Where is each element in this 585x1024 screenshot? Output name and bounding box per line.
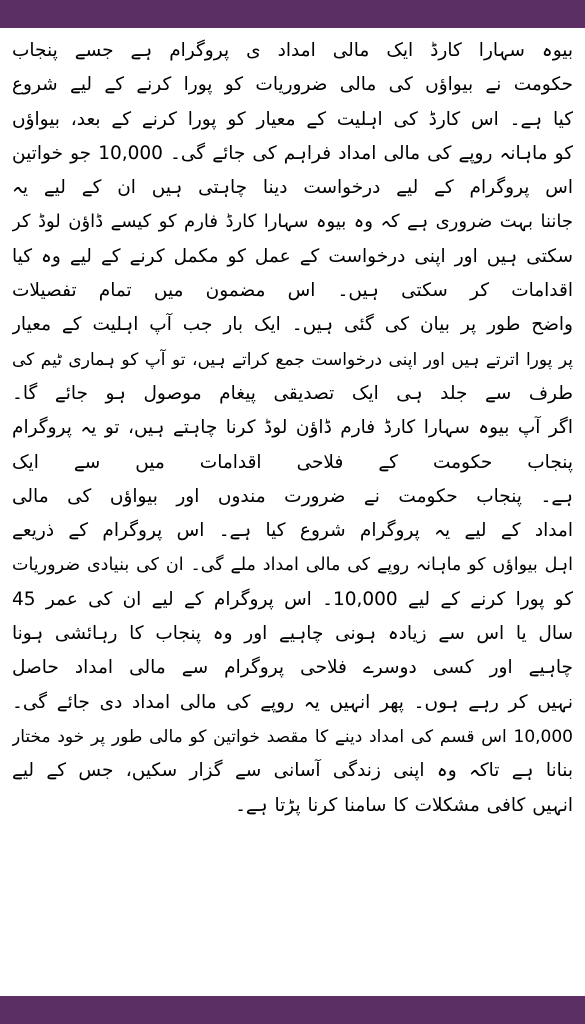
article-line: نہیں کر رہے ہوں۔ پھر انہیں یہ روپے کی مالی امداد دی جائے گی۔ [12, 691, 573, 713]
article-line: پنجاب حکومت کے فلاحی اقدامات میں سے ایک [12, 451, 573, 473]
article-line: چاہیے اور کسی دوسرے فلاحی پروگرام سے مالی امداد حاصل [12, 657, 573, 679]
article-line: طرف سے جلد ہی ایک تصدیقی پیغام موصول ہو جائے گا۔ [12, 382, 573, 404]
article-line: اہل بیواؤں کو ماہانہ روپے کی مالی امداد ملے گی۔ ان کی بنیادی ضروریات [12, 555, 573, 576]
article-line: کو ماہانہ روپے کی مالی امداد فراہم کی جائے گی۔ 10,000 جو خواتین [12, 142, 573, 164]
article-line: کو پورا کرنے کے لیے 10,000۔ اس پروگرام کے لیے ان کی عمر 45 [12, 588, 573, 610]
article-line: واضح طور پر بیان کی گئی ہیں۔ ایک بار جب آپ اہلیت کے معیار [12, 314, 573, 336]
article-line: انہیں کافی مشکلات کا سامنا کرنا پڑتا ہے۔ [235, 794, 573, 816]
article-line: بیوہ سہارا کارڈ ایک مالی امداد ی پروگرام ہے جسے پنجاب [12, 40, 573, 61]
article-line: اس پروگرام کے لیے درخواست دینا چاہتی ہیں ان کے لیے یہ [12, 177, 573, 199]
article-line: 10,000 اس قسم کی امداد دینے کا مقصد خواتین کو مالی طور پر خود مختار [12, 726, 573, 747]
article-line: ہے۔ پنجاب حکومت نے ضرورت مندوں اور بیواؤں کی مالی [12, 485, 573, 507]
bottom-border-bar [0, 996, 585, 1024]
article-line: حکومت نے بیواؤں کی مالی ضروریات کو پورا کرنے کے لیے شروع [12, 74, 573, 96]
article-line: سال یا اس سے زیادہ ہونی چاہیے اور وہ پنجاب کا رہائشی ہونا [12, 623, 573, 645]
article-line: اگر آپ بیوہ سہارا کارڈ فارم ڈاؤن لوڈ کرنا چاہتے ہیں، تو یہ پروگرام [12, 417, 573, 439]
article-line: سکتی ہیں اور اپنی درخواست کے عمل کو مکمل کرنے کے لیے وہ کیا [12, 245, 573, 267]
article-line: کیا ہے۔ اس کارڈ کی اہلیت کے معیار کو پورا کرنے کے بعد، بیواؤں [12, 108, 573, 130]
article-line: پر پورا اترتے ہیں اور اپنی درخواست جمع کراتے ہیں، تو آپ کو ہماری ٹیم کی [12, 349, 573, 370]
article-line: امداد کے لیے یہ پروگرام شروع کیا ہے۔ اس پروگرام کے ذریعے [12, 520, 573, 542]
article-body [12, 34, 573, 990]
article-line: اقدامات کر سکتی ہیں۔ اس مضمون میں تمام تفصیلات [12, 280, 573, 302]
top-border-bar [0, 0, 585, 28]
article-line: بنانا ہے تاکہ وہ اپنی زندگی آسانی سے گزار سکیں، جس کے لیے [12, 760, 573, 782]
article-line: جاننا بہت ضروری ہے کہ وہ بیوہ سہارا کارڈ فارم کو کیسے ڈاؤن لوڈ کر [12, 211, 573, 233]
